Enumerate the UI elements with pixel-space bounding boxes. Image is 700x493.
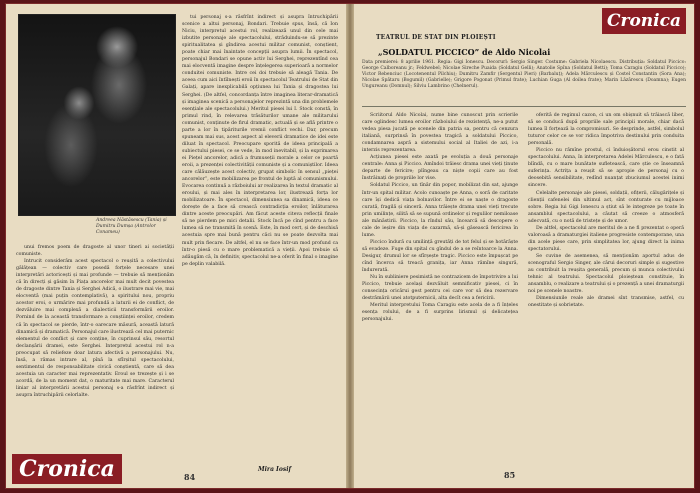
left-page: [6, 4, 348, 488]
paragraph: oferită de regimul cazon, ci un om obișnuit să trăiască liber, să se conducă după propriile sale principii morale, chiar dacă lumea îl forțează la compromisuri. Se desprinde, astfel, simbolul tuturor celor ce se vor ridica împotriva destinului prin conduita personală.: [528, 113, 684, 147]
paragraph: Acțiunea piesei este axată pe evoluția a două personaje centrale: Anna și Piccico. Amîndoi trăiesc drama unei vieți ținute departe de fericire; plîngeau ca niște copii care au fost înstrăinați de propriile lor vise.: [362, 155, 518, 182]
paragraph: Meritul interpretului Toma Caragiu este acela de a fi înțeles esența rolului, de a fi surprins lirismul și delicatețea personajului.: [362, 303, 518, 323]
divider: [362, 106, 686, 107]
right-page-column-2: [528, 112, 684, 464]
paragraph: Nu în subliniere pesimistă ne contrazicem de împotrivire a lui Piccico, trebuie același dezvăluit semnificativ piesei, ci în consecința oricărui gest pentru cei care vor să dea rezervare destrămării unei atotputernicii, alta decît cea a fericirii.: [362, 275, 518, 302]
production-photo: [18, 14, 176, 216]
paragraph: Celelalte personaje ale piesei, soldații, ofițerii, călugărițele și clienții cafenelei din ultimul act, sînt conturate cu mijloace sobre. Regia lui Gigi Ionescu a știut să le integreze pe toate în ansamblul spectacolului, a căutat să creeze o atmosferă adecvată, cu o notă de tristețe și de umor.: [528, 190, 684, 224]
paragraph: Se cuvine de asemenea, să menționăm aportul adus de scenograful Sergio Singer, ale cărui decoruri simple și sugestive au contribuit la reușita generală, precum și munca colectivului tehnic al teatrului. Spectacolul ploieștean constituie, în ansamblu, o realizare a teatrului și o prezență a unei dramaturgii noi pe scenele noastre.: [528, 253, 684, 295]
play-title: „SOLDATUL PICCICO” de Aldo Nicolai: [378, 47, 551, 57]
paragraph: tui personaj s-a răsfrînt indirect și asupra întruchipării scenice a altui personaj, Bondari. Trebuie spus, însă, că Ion Niciu, interpretul acestui rol, realizează unul din cele mai izbutite personaje ale spectacolului, străduindu-se să prezinte spiritualitatea și gîndirea acestui militar comunist, conștient, poate chiar mai înaintate concepții asupra lumii. În spectacol, personajul Bondari se opune activ lui Serghei, reprezentînd cea mai elocventă imagine despre înțelegerea superioară a normelor conduitei comuniste. Intre cei doi trebuie să aleagă Tania. De aceea cum aici întîlnești eroii în spectacolul Teatrului de Stat din Galați, apare inexplicabilă opțiunea lui Tania și dragostea lui Serghei. (De altfel, concordanța între imaginea literar-dramatică și imaginea scenică a personajelor reprezintă una din problemele esențiale ale spectacolului.) Meritul piesei lui I. Stock constă, în primul rind, în relevarea trăsăturilor umane ale militarului comunist, conținute de firul dramatic, actuală și se află printre o parte a lor în tipăriturile vremii conflict vechi. Dar, precum spuneam mai sus, acest aspect al eleverii dramatice de idei este diluat în spectacol. Preocupare sporită de ideea principală a subiectului piesei, ce se vede, în mod inevitabil, și la exprimarea ei Piețel ancorelor, adică a frumuseții morale a celor ce poartă eroii, a prezenței colectivității comuniste și a comuniștilor. Ideea care călăuzește acest colectiv, grupat simbolic în sensul „pieței ancorelor”, este mobilizarea pe frontul de luptă al comunismului. Evocarea continuă a războiului ar realizarea în textul dramatic al eroului, și mai ales în interpretarea lor, ilustrează forța lor mobilizatoare. În spectacol, dimensiunea sa dinamică, ideea ce dorește de a face să crească contradicția eroilor, înlăturarea dintre aceste preocupări. Am făcut aceste citeva reflecții finale să ne pierdem pe mici detalii. Stock încă pe cînd pentru a face lumea să ne transmită în scenă. Este, în mod cert, și de deschisă acestuia spre mai bună pentru căci nu se poate dezvolta mai mult prin fiecare. De altfel, el nu se face într-un mod profund ca într-o piesă cu o mare problematică a vieții. Apoi trebuie să adăugăm că, în definitiv, spectacolul ne-a oferit în final o imagine pe deplin valabilă.: [182, 15, 338, 267]
right-page-column-1: [362, 112, 518, 464]
production-credits: Data premierei: 8 aprilie 1961. Regia: Gigi Ionescu. Decorurl: Sergio Singer. Costume: Gabriela Nicolaescu. Distribuția: Soldatul Piccico: George Calboreanu jr.; Feldwebel; Nicolae Sireche Puaida (Soldatul Gelli); Anatolie Spîna (Soldatul Betti); Toma Caragiu (Soldatul Piccico); Victor Rebenciuc (Locotenentul Pilchiu); Dumitru Zamfir (Sergentul Pieri) (Barbaluț); Adela Mărculescu și Costel Constantin (Sora Ana); Nicolae Spătaru (Bogumil) (Gabrielle); Grigore Pogonat (Primul frate); Luchian Guga (Al doilea frate); Marin Lăzărescu (Doamna); Eugen Ungureanu (Domnul); Silviu Lambrino (Chelnerul).: [362, 60, 686, 89]
paragraph: Soldatul Piccico, un tînăr din popor, mobilizat din sat, ajunge într-un spital militar. Acolo cunoaște pe Anna, o soră de caritate care își dedică viața bolnavilor. Între ei se naște o dragoste curată, fragilă și sinceră. Anna trăiește drama unei vieți trecute prin umilințe, silită să se supună ordinelor și regulilor nemiloase ale mănăstirii. Piccico, la rîndul său, încearcă să descopere o cale de ieșire din viața de cazarmă, să-și găsească fericirea în lume.: [362, 183, 518, 238]
left-page-column-2: [182, 14, 338, 462]
paragraph: Piccico nu rămîne prostul, ci înduioșătorul erou cinstit al spectacolului. Anna, în interpretarea Adelei Mărculescu, e o fată blîndă, cu o mare bunătate sufletească, care știe ce înseamnă suferința. Actrița a reușit să se apropie de personaj cu o deosebită sensibilitate, redînd nuanțat zbuciumul acestei inimi sincere.: [528, 148, 684, 189]
paragraph: Piccico îndură cu umilință greutăți de tot felul și se hotărăște să evadeze. Fuge din spital cu gîndul de a se reîntoarce la Anna. Desigur, drumul lor se sfîrșește tragic. Piccico este împușcat pe cînd încerca să treacă granița, iar Anna rămîne singură, îndurerată.: [362, 239, 518, 274]
cronica-logo: Cronica: [12, 454, 122, 484]
author-signature: Mira Iosif: [258, 466, 292, 473]
left-page-column-1: [16, 244, 174, 454]
magazine-spread: [6, 4, 694, 488]
page-number: 85: [504, 470, 516, 480]
theatre-name: TEATRUL DE STAT DIN PLOIEȘTI: [376, 34, 496, 41]
right-page: [352, 4, 694, 488]
cronica-logo: Cronica: [602, 8, 686, 34]
paragraph: De altfel, spectacolul are meritul de a ne fi prezentat o operă valoroasă a dramaturgiei italiene progresiste contemporane, una din acele piese care, prin simplitatea lor, ajung direct la inima spectatorului.: [528, 225, 684, 252]
page-number: 84: [184, 472, 196, 482]
paragraph: unui fremos poem de dragoste al unor tineri ai societății comuniste.: [16, 245, 174, 258]
photo-caption: Andreea Năstăsescu (Tania) și Dumitru Dumșa (Antrolor Conameu): [96, 218, 167, 235]
paragraph: Dimensiunile reale ale dramei sînt transmise, astfel, cu onestitate și sobrietate.: [528, 296, 684, 309]
paragraph: Intrucit considerăm acest spectacol o reușită a colectivului gălățean — colectiv care posedă forțele necesare unei interpretări actoricești și mai profunde — trebuie să menționăm că în direcți și găsim în Piața ancorelor mai mult decit povestea de dragoste dintre Tania și Serghei Adică, o ilustrare mai vie, mai elocventă (mai puțin contemplativă), a spiritului nou, propriu acestor eroi, o urmărire mai profundă a laturii ei de conflict, de dezvăluire mai complexă a dialecticii transformării eroilor. Pornind de la această transformare a conștiinței eroilor, credem că în spectacol se pierde, într-o oarecare măsură, această latură dinamică și dramatică. Personajul care ilustrează cel mai puternic elementul de conflict și care conține, în cuprinsul său, resortul declanșării dramei, este Serghei. Interpretul acestui rol n-a preocupat să reliefeze doar latura afectivă a personajului. Nu, însă, a rămas intrare al, pînă la sfîrșitul spectacolului, sentimentul de responsabilitate civică conștientă, care să dea acestuia un caracter mai reprezentativ. Eroul se trezește și i se acordă, de la un moment dat, o maturitate mai mare. Caracterul liniar al interpretării acestui personaj s-a răsfrînt indirect și asupra întruchipării celorlalte.: [16, 259, 174, 398]
paragraph: Scriitorul Aldo Nicolai, nume bine cunoscut prin scrierile care oglindesc lumea eroilor războiului de rezistență, ne-a putut vedea piesa jucată pe scenele din patria sa, pentru că cenzura italiană, surprinsă în povestea tragică a soldatului Piccico, condamnarea aspră a sistemului social al Italiei de azi, i-a interzis reprezentarea.: [362, 113, 518, 154]
